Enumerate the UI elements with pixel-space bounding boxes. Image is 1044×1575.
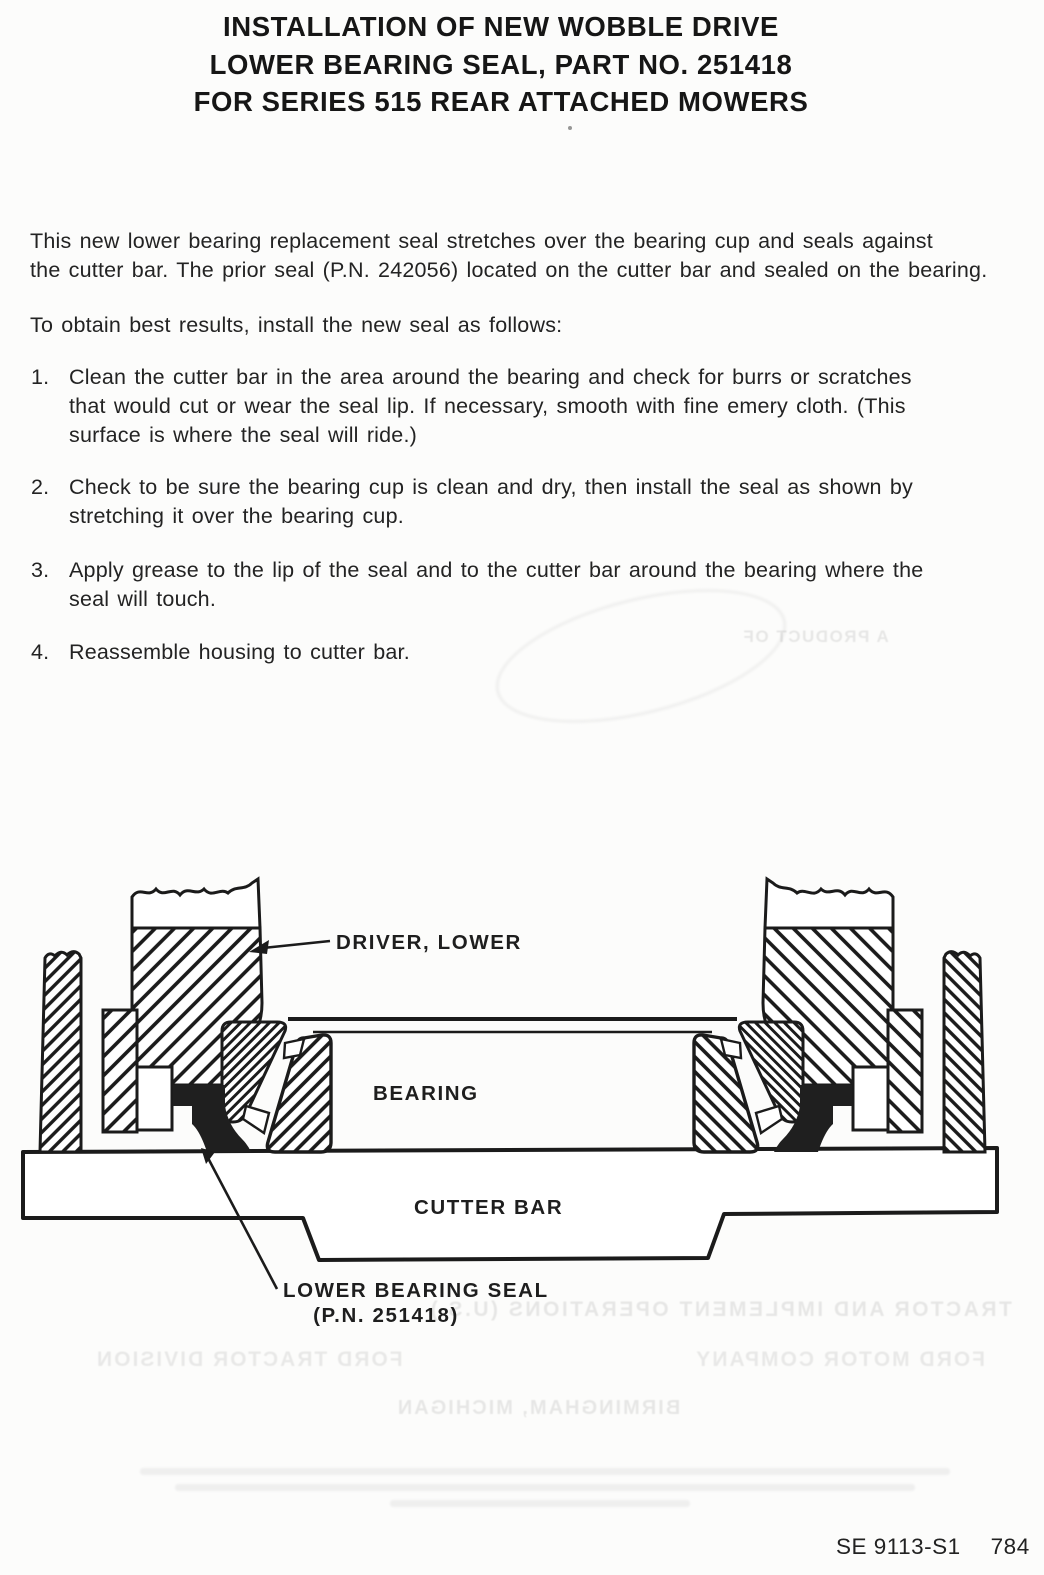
ghost-division-row <box>95 1348 985 1372</box>
step-1 <box>31 363 912 450</box>
doc-number: SE 9113-S1 <box>836 1534 961 1559</box>
text-line: surface is where the seal will ride.) <box>69 423 417 447</box>
text-line: that would cut or wear the seal lip. If necessary, smooth with fine emery cloth. (This <box>69 394 906 418</box>
text-line: Reassemble housing to cutter bar. <box>69 640 410 664</box>
step-3 <box>31 556 923 614</box>
intro-paragraph <box>30 227 987 285</box>
text-line: Check to be sure the bearing cup is clean and dry, then install the seal as shown by <box>69 475 913 499</box>
step-4 <box>31 638 410 667</box>
ghost-product-of-text: A PRODUCT OF <box>742 627 889 646</box>
bearing-label: BEARING <box>373 1082 479 1105</box>
cutter-bar-label: CUTTER BAR <box>414 1196 564 1219</box>
ghost-fineprint-line <box>140 1468 950 1475</box>
step-number: 3. <box>31 558 50 582</box>
driver-label-group <box>249 931 522 954</box>
seal-label-line2: (P.N. 251418) <box>313 1304 459 1327</box>
seal-label-line1: LOWER BEARING SEAL <box>283 1279 549 1302</box>
page-title <box>0 8 1002 121</box>
page-code: 784 <box>990 1534 1030 1559</box>
scan-speck <box>568 126 572 130</box>
ghost-operations-text: TRACTOR AND IMPLEMENT OPERATIONS (U.S.) <box>428 1298 1012 1321</box>
ghost-company-text: FORD MOTOR COMPANY <box>694 1348 985 1371</box>
title-line-3: FOR SERIES 515 REAR ATTACHED MOWERS <box>193 86 809 117</box>
step-2 <box>31 473 913 531</box>
bearing-seal-diagram <box>0 845 1044 1330</box>
text-line: stretching it over the bearing cup. <box>69 504 404 528</box>
text-line: Apply grease to the lip of the seal and to the cutter bar around the bearing where the <box>69 558 924 582</box>
text-line: seal will touch. <box>69 587 217 611</box>
text-line: This new lower bearing replacement seal stretches over the bearing cup and seals against <box>30 229 933 253</box>
lead-paragraph <box>30 311 562 340</box>
bearing-race-lines <box>288 1019 737 1032</box>
ghost-fineprint-line <box>175 1484 915 1491</box>
title-line-1: INSTALLATION OF NEW WOBBLE DRIVE <box>223 11 779 42</box>
step-number: 1. <box>31 365 50 389</box>
step-number: 4. <box>31 640 50 664</box>
ghost-division-text: FORD TRACTOR DIVISION <box>95 1348 403 1371</box>
ghost-fineprint-line <box>390 1500 690 1507</box>
step-number: 2. <box>31 475 50 499</box>
text-line: the cutter bar. The prior seal (P.N. 242056) located on the cutter bar and sealed on the bearing. <box>30 258 988 282</box>
driver-label: DRIVER, LOWER <box>336 931 522 954</box>
ghost-city-text: BIRMINGHAM, MICHIGAN <box>395 1397 681 1419</box>
text-line: To obtain best results, install the new seal as follows: <box>30 313 563 337</box>
footer-codes <box>836 1534 1030 1560</box>
assembly-right <box>694 879 985 1152</box>
title-line-2: LOWER BEARING SEAL, PART NO. 251418 <box>209 48 793 80</box>
assembly-left <box>40 879 331 1152</box>
text-line: Clean the cutter bar in the area around the bearing and check for burrs or scratches <box>69 365 912 389</box>
